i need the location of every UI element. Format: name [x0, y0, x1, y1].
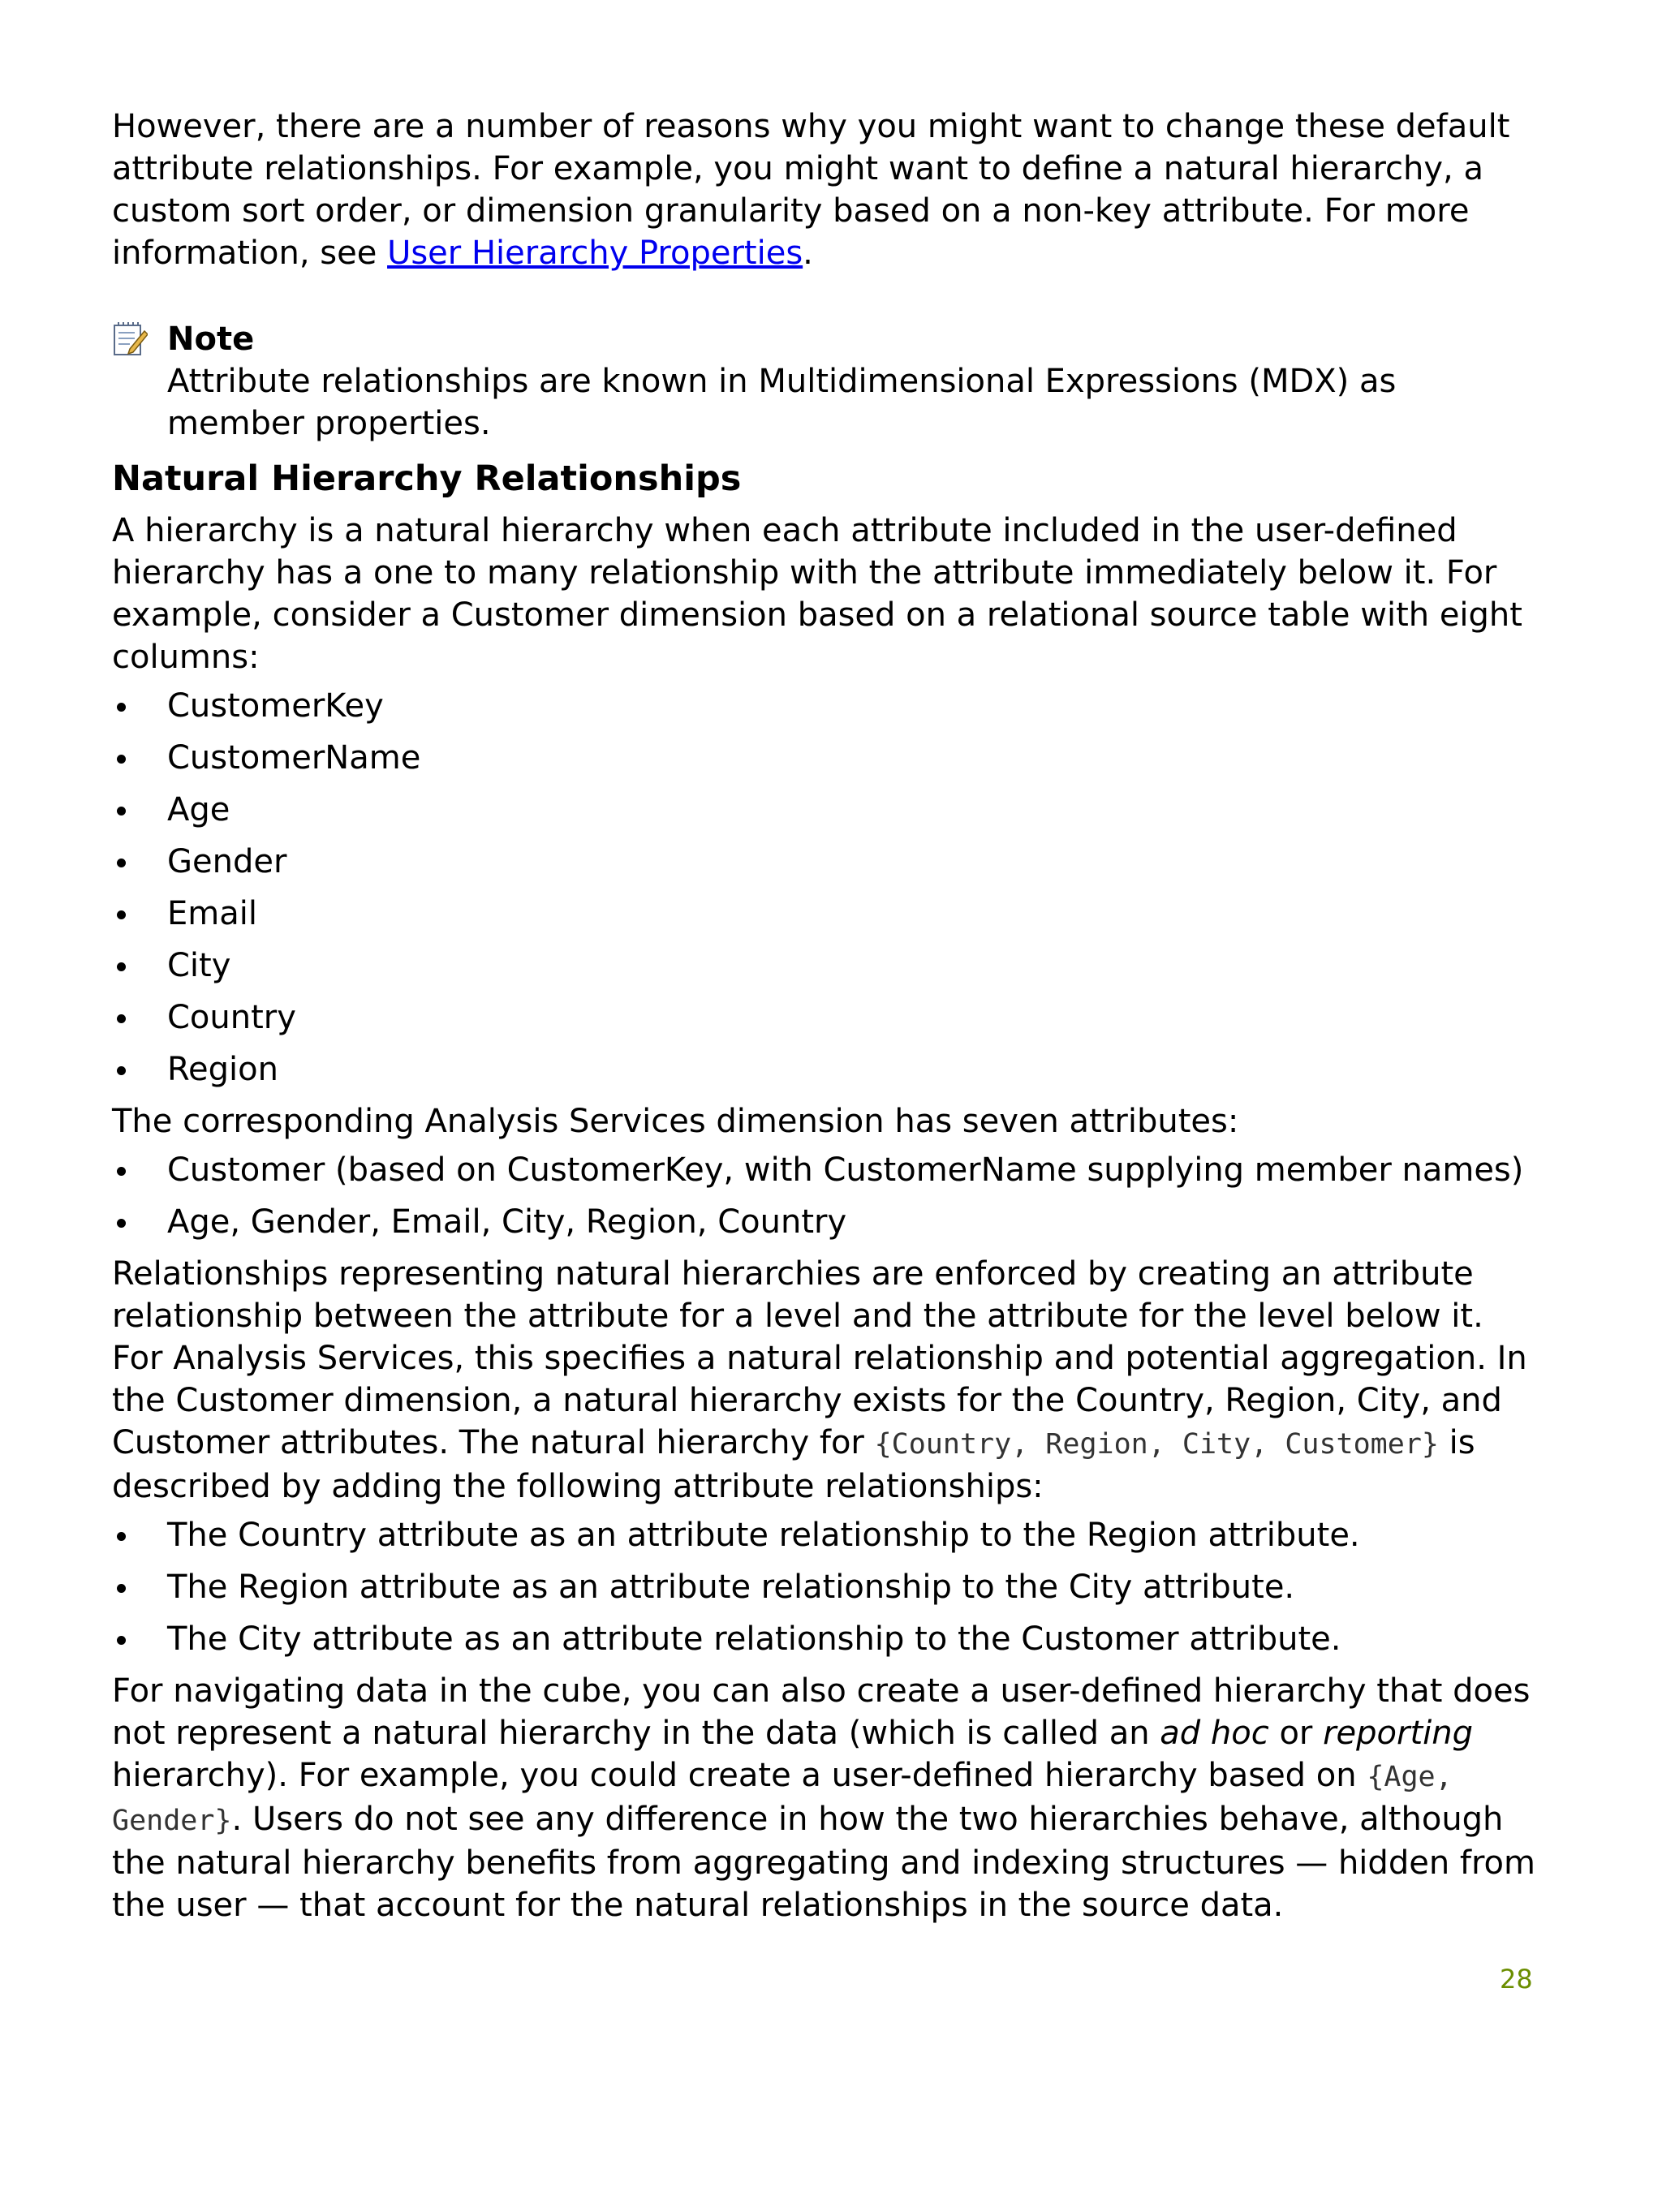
list-item: CustomerName [112, 737, 1540, 779]
list-item: Age [112, 789, 1540, 831]
list-item: The Country attribute as an attribute relationship to the Region attribute. [112, 1514, 1540, 1556]
list-item: Age, Gender, Email, City, Region, Country [112, 1201, 1540, 1243]
para3-text: Relationships representing natural hierarchies are enforced by creating an attribute relationship between the attribute for a level and the attribute for the level below it. For Analysis Services, this specifies a natural relationship and potential aggregation. In the Customer dimension, a natural hierarchy exists for the Country, Region, City, and Customer attributes. The natural hierarchy for [112, 1255, 1527, 1461]
para4-text-d: . Users do not see any difference in how the two hierarchies behave, although the natural hierarchy benefits from aggregating and indexing structures — hidden from the user — that account for the natural relationships in the source data. [112, 1801, 1535, 1924]
hierarchy-code: {Country, Region, City, Customer} [874, 1428, 1439, 1461]
section-paragraph-4 [112, 1670, 1540, 1926]
intro-end: . [803, 235, 813, 272]
list-item: The Region attribute as an attribute relationship to the City attribute. [112, 1566, 1540, 1608]
section-paragraph-1: A hierarchy is a natural hierarchy when each attribute included in the user-defined hierarchy has a one to many relationship with the attribute immediately below it. For example, consider a Customer dimension based on a relational source table with eight columns: [112, 512, 1522, 676]
source-columns-list [112, 685, 1540, 1091]
ad-hoc-term: ad hoc [1160, 1715, 1269, 1752]
list-item: Region [112, 1048, 1540, 1091]
list-item: CustomerKey [112, 685, 1540, 727]
list-item: Email [112, 893, 1540, 935]
list-item: City [112, 945, 1540, 987]
note-pencil-icon [112, 321, 148, 357]
note-title: Note [167, 321, 255, 358]
list-item: The City attribute as an attribute relationship to the Customer attribute. [112, 1618, 1540, 1660]
list-item: Gender [112, 841, 1540, 883]
section-paragraph-2: The corresponding Analysis Services dimension has seven attributes: [112, 1103, 1239, 1140]
document-page [112, 105, 1540, 1926]
intro-text: However, there are a number of reasons why you might want to change these default attribute relationships. For example, you might want to define a natural hierarchy, a custom sort order, or dimension granularity based on a non-key attribute. For more information, see [112, 108, 1510, 272]
intro-paragraph [112, 105, 1540, 274]
user-hierarchy-properties-link[interactable]: User Hierarchy Properties [387, 235, 803, 272]
para3-end: is described by adding the following attribute relationships: [112, 1424, 1475, 1505]
para4-text-b: or [1268, 1715, 1324, 1752]
list-item: Customer (based on CustomerKey, with CustomerName supplying member names) [112, 1149, 1540, 1191]
age-gender-code: {Age, Gender} [112, 1761, 1453, 1837]
note-callout [112, 318, 1540, 445]
dimension-attributes-list [112, 1149, 1540, 1243]
section-heading: Natural Hierarchy Relationships [112, 458, 742, 499]
relationships-list [112, 1514, 1540, 1660]
page-number: 28 [1500, 1964, 1533, 1995]
note-body: Attribute relationships are known in Multidimensional Expressions (MDX) as member properties. [167, 363, 1397, 442]
section-paragraph-3 [112, 1253, 1540, 1508]
para4-text-a: For navigating data in the cube, you can also create a user-defined hierarchy that does not represent a natural hierarchy in the data (which is called an [112, 1672, 1531, 1752]
reporting-term: reporting [1323, 1715, 1473, 1752]
list-item: Country [112, 996, 1540, 1039]
para4-text-c: hierarchy). For example, you could create a user-defined hierarchy based on [112, 1757, 1367, 1794]
